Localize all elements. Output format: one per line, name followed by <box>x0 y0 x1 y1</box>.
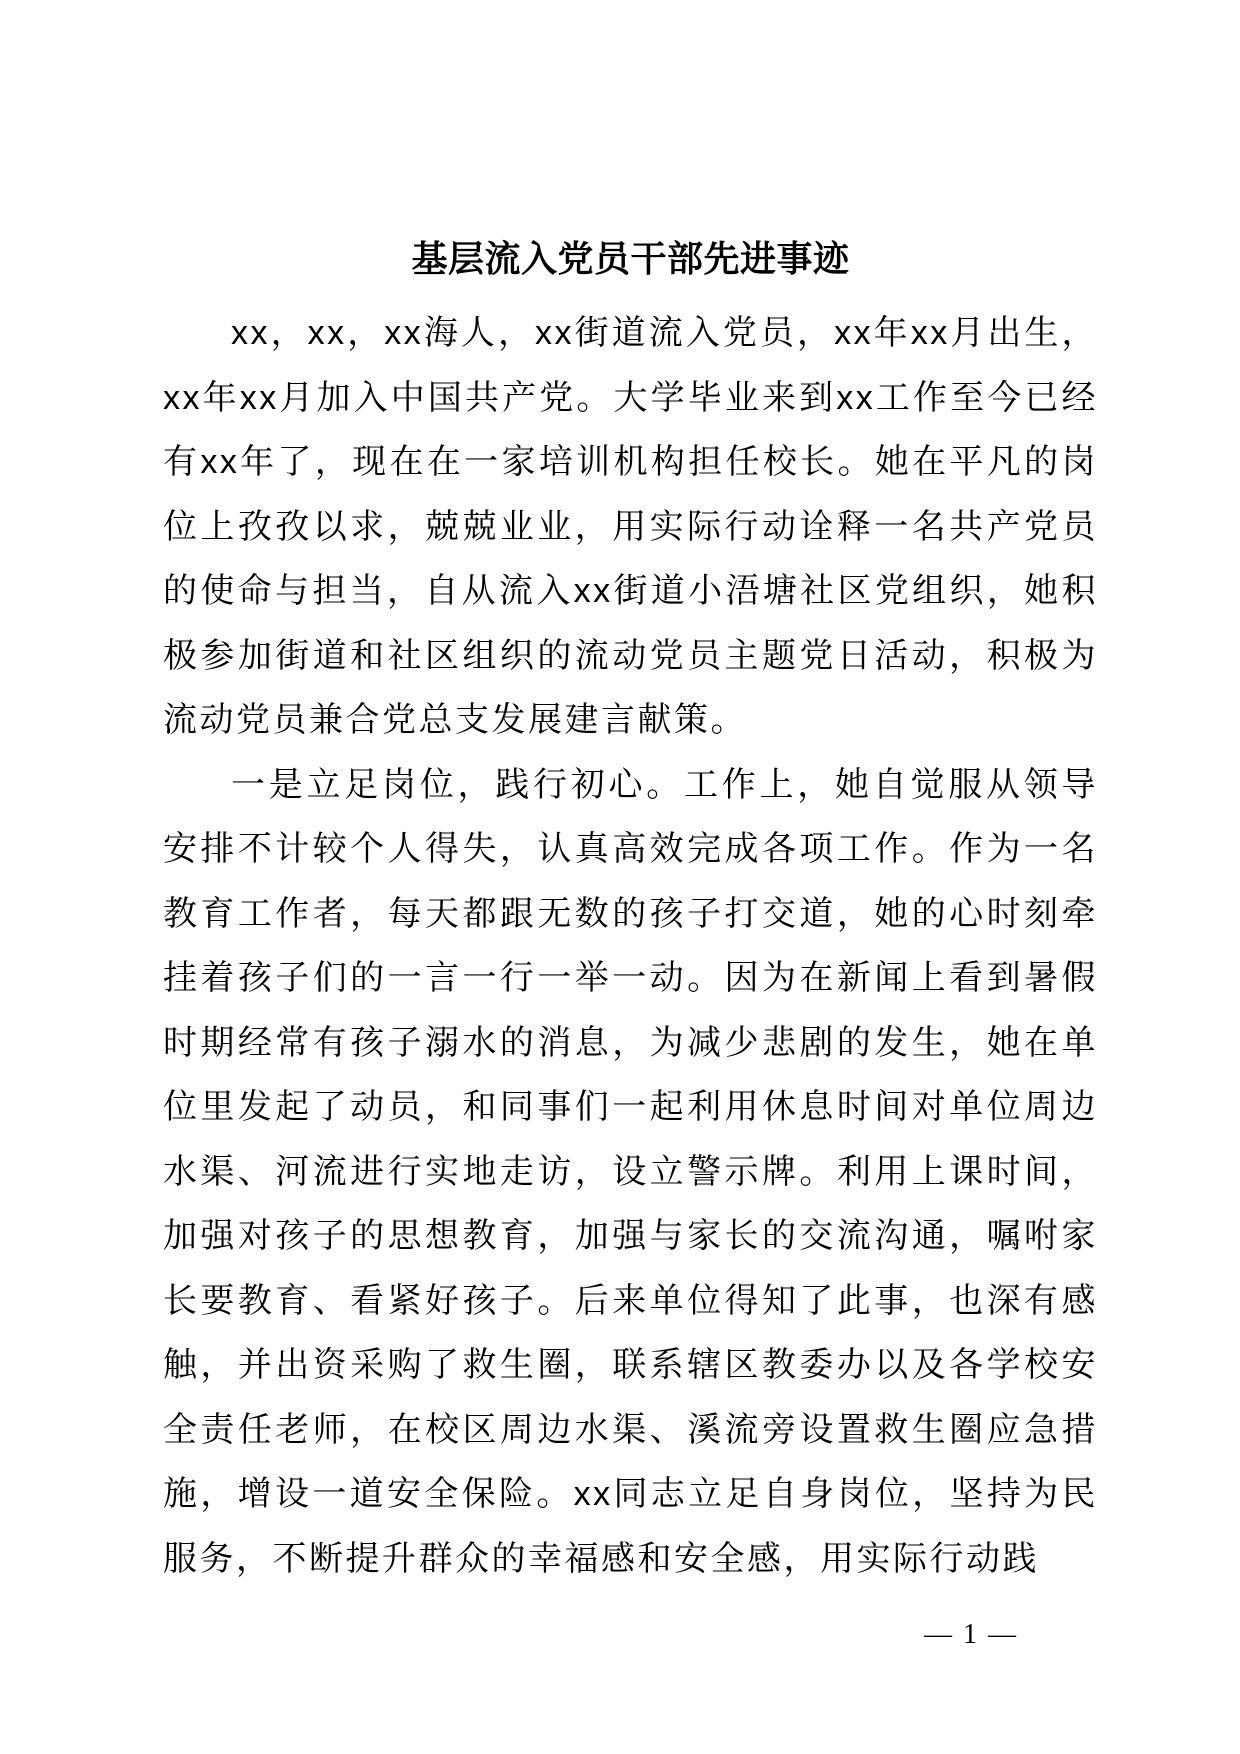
document-body <box>163 301 1098 1591</box>
page-number: — 1 — <box>924 1619 1018 1650</box>
paragraph-section-one: 一是立足岗位，践行初心。工作上，她自觉服从领导安排不计较个人得失，认真高效完成各项工作。作为一名教育工作者，每天都跟无数的孩子打交道，她的心时刻牵挂着孩子们的一言一行一举一动。因为在新闻上看到暑假时期经常有孩子溺水的消息，为减少悲剧的发生，她在单位里发起了动员，和同事们一起利用休息时间对单位周边水渠、河流进行实地走访，设立警示牌。利用上课时间，加强对孩子的思想教育，加强与家长的交流沟通，嘱咐家长要教育、看紧好孩子。后来单位得知了此事，也深有感触，并出资采购了救生圈，联系辖区教委办以及各学校安全责任老师，在校区周边水渠、溪流旁设置救生圈应急措施，增设一道安全保险。xx同志立足自身岗位，坚持为民服务，不断提升群众的幸福感和安全感，用实际行动践 <box>163 765 1098 1578</box>
document-title: 基层流入党员干部先进事迹 <box>411 238 850 279</box>
paragraph-intro: xx，xx，xx海人，xx街道流入党员，xx年xx月出生，xx年xx月加入中国共产党。大学毕业来到xx工作至今已经有xx年了，现在在一家培训机构担任校长。她在平凡的岗位上孜孜以求，兢兢业业，用实际行动诠释一名共产党员的使命与担当，自从流入xx街道小浯塘社区党组织，她积极参加街道和社区组织的流动党员主题党日活动，积极为流动党员兼合党总支发展建言献策。 <box>163 314 1098 739</box>
